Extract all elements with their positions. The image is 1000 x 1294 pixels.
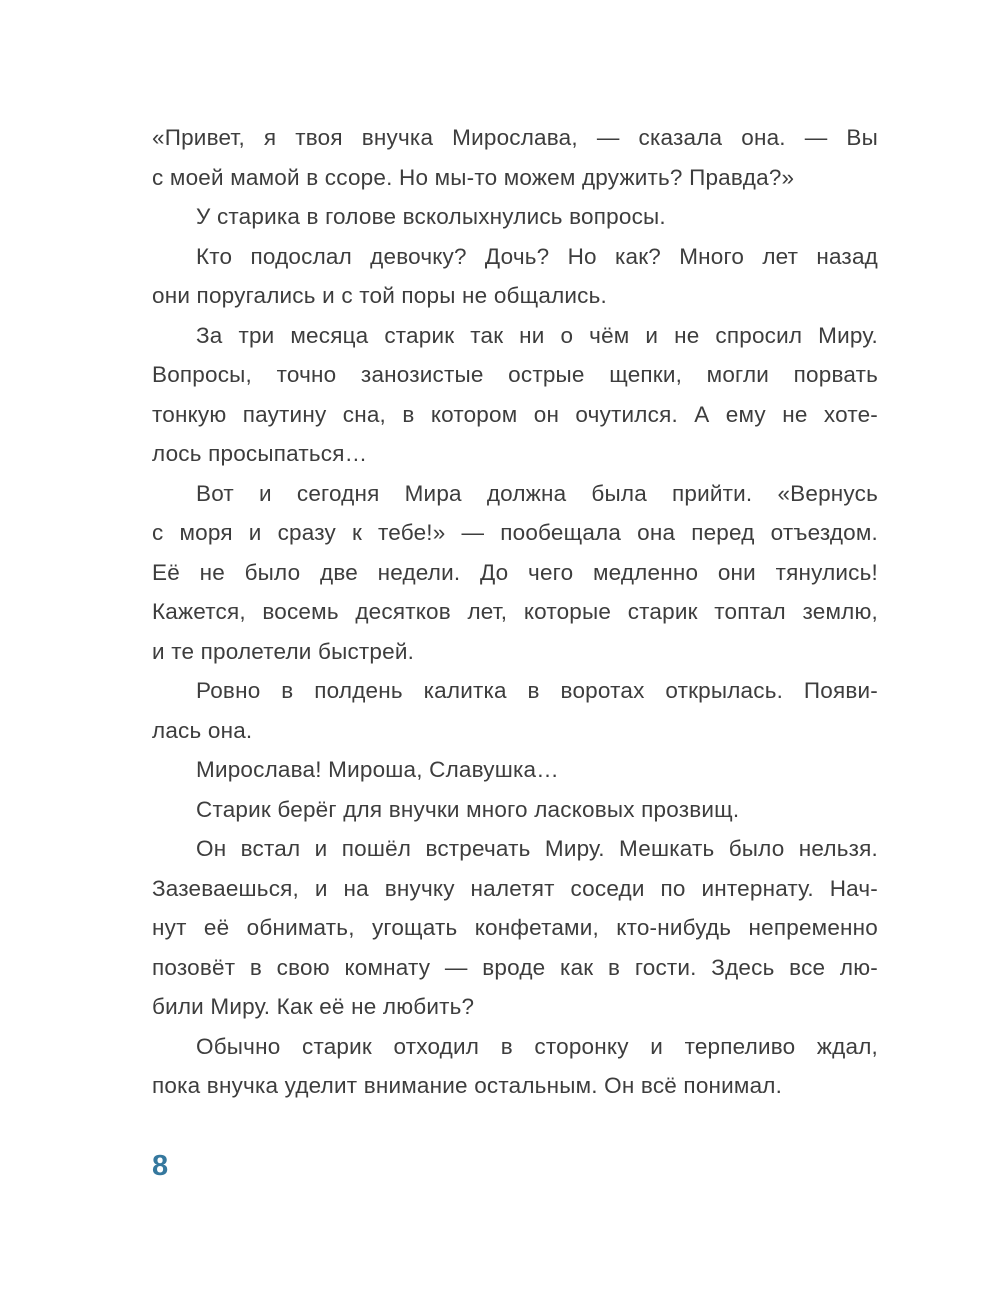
text-line: За три месяца старик так ни о чём и не спросил Миру. xyxy=(196,322,878,348)
text-line: Её не было две недели. До чего медленно они тянулись! xyxy=(152,559,878,585)
text-line: Кажется, восемь десятков лет, которые старик топтал землю, xyxy=(152,599,878,624)
paragraph xyxy=(152,197,878,237)
text-line: с моей мамой в ссоре. Но мы-то можем дружить? Правда?» xyxy=(152,164,795,190)
paragraph xyxy=(152,1027,878,1106)
text-line: с моря и сразу к тебе!» — пообещала она перед отъездом. xyxy=(152,520,878,545)
text-line: Вот и сегодня Мира должна была прийти. «Вернусь xyxy=(196,480,878,506)
text-line: Кто подослал девочку? Дочь? Но как? Много лет назад xyxy=(196,243,878,269)
text-line: тонкую паутину сна, в котором он очутился. А ему не хоте- xyxy=(152,401,878,427)
paragraph xyxy=(152,474,878,672)
text-line: били Миру. Как её не любить? xyxy=(152,994,475,1019)
text-line: пока внучка уделит внимание остальным. Он всё понимал. xyxy=(152,1073,783,1098)
text-line: Зазеваешься, и на внучку налетят соседи по интернату. Нач- xyxy=(152,875,878,901)
paragraph xyxy=(152,750,878,790)
text-line: Мирослава! Мироша, Славушка… xyxy=(196,757,559,782)
paragraph xyxy=(152,671,878,750)
text-line: лась она. xyxy=(152,717,253,743)
text-line: Ровно в полдень калитка в воротах открылась. Появи- xyxy=(196,678,878,703)
text-line: и те пролетели быстрей. xyxy=(152,638,415,664)
text-line: «Привет, я твоя внучка Мирослава, — сказала она. — Вы xyxy=(152,125,878,150)
text-block xyxy=(152,118,878,1106)
text-line: Он встал и пошёл встречать Миру. Мешкать было нельзя. xyxy=(196,836,878,861)
text-line: Старик берёг для внучки много ласковых прозвищ. xyxy=(196,796,740,822)
text-line: лось просыпаться… xyxy=(152,441,368,466)
paragraph xyxy=(152,316,878,474)
text-line: позовёт в свою комнату — вроде как в гости. Здесь все лю- xyxy=(152,954,878,980)
text-line: Вопросы, точно занозистые острые щепки, могли порвать xyxy=(152,362,878,387)
paragraph xyxy=(152,790,878,830)
paragraph xyxy=(152,829,878,1027)
text-line: Обычно старик отходил в сторонку и терпеливо ждал, xyxy=(196,1033,878,1059)
text-line: они поругались и с той поры не общались. xyxy=(152,283,607,308)
paragraph xyxy=(152,237,878,316)
text-line: У старика в голове всколыхнулись вопросы. xyxy=(196,204,666,229)
paragraph xyxy=(152,118,878,197)
page-number: 8 xyxy=(152,1149,169,1182)
text-line: нут её обнимать, угощать конфетами, кто-нибудь непременно xyxy=(152,915,878,940)
